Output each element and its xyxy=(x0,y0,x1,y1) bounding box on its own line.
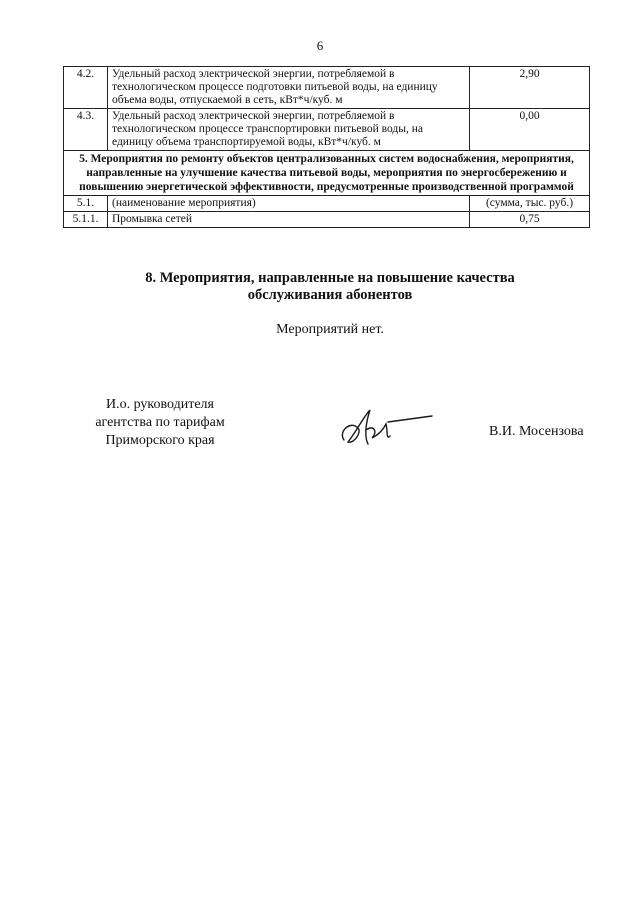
row-number: 5.1.1. xyxy=(64,212,108,228)
handwritten-signature xyxy=(336,402,436,452)
signer-title xyxy=(80,396,240,450)
row-value: 0,00 xyxy=(470,109,590,151)
page-number: 6 xyxy=(316,38,324,53)
table-row xyxy=(64,67,590,109)
table-row xyxy=(64,212,590,228)
row-description: Удельный расход электрической энергии, потребляемой в технологическом процессе подготовки питьевой воды, на единицу объема воды, отпускаемой в сеть, кВт*ч/куб. м xyxy=(108,67,470,109)
row-number: 4.3. xyxy=(64,109,108,151)
row-number: 4.2. xyxy=(64,67,108,109)
signer-name: В.И. Мосензова xyxy=(489,424,584,439)
signer-line-1: И.о. руководителя xyxy=(105,397,214,412)
heading-line-2: обслуживания абонентов xyxy=(247,287,413,303)
measures-table xyxy=(63,66,590,228)
signer-line-2: агентства по тарифам xyxy=(95,415,225,430)
row-value: (сумма, тыс. руб.) xyxy=(470,196,590,212)
section-title: 5. Мероприятия по ремонту объектов централизованных систем водоснабжения, мероприятия, направленные на улучшение качества питьевой воды, мероприятия по энергосбережению и повышению энергетической эффективности, предусмотренные производственной программой xyxy=(64,151,590,196)
row-number: 5.1. xyxy=(64,196,108,212)
no-measures-text: Мероприятий нет. xyxy=(276,322,384,337)
section-8-heading xyxy=(0,270,640,304)
row-value: 0,75 xyxy=(470,212,590,228)
table-row xyxy=(64,109,590,151)
row-description: (наименование мероприятия) xyxy=(108,196,470,212)
row-description: Промывка сетей xyxy=(108,212,470,228)
row-description: Удельный расход электрической энергии, потребляемой в технологическом процессе транспортировки питьевой воды, на единицу объема транспортируемой воды, кВт*ч/куб. м xyxy=(108,109,470,151)
row-value: 2,90 xyxy=(470,67,590,109)
section-row xyxy=(64,151,590,196)
heading-line-1: 8. Мероприятия, направленные на повышение качества xyxy=(145,270,515,286)
table-row xyxy=(64,196,590,212)
signer-line-3: Приморского края xyxy=(105,433,215,448)
